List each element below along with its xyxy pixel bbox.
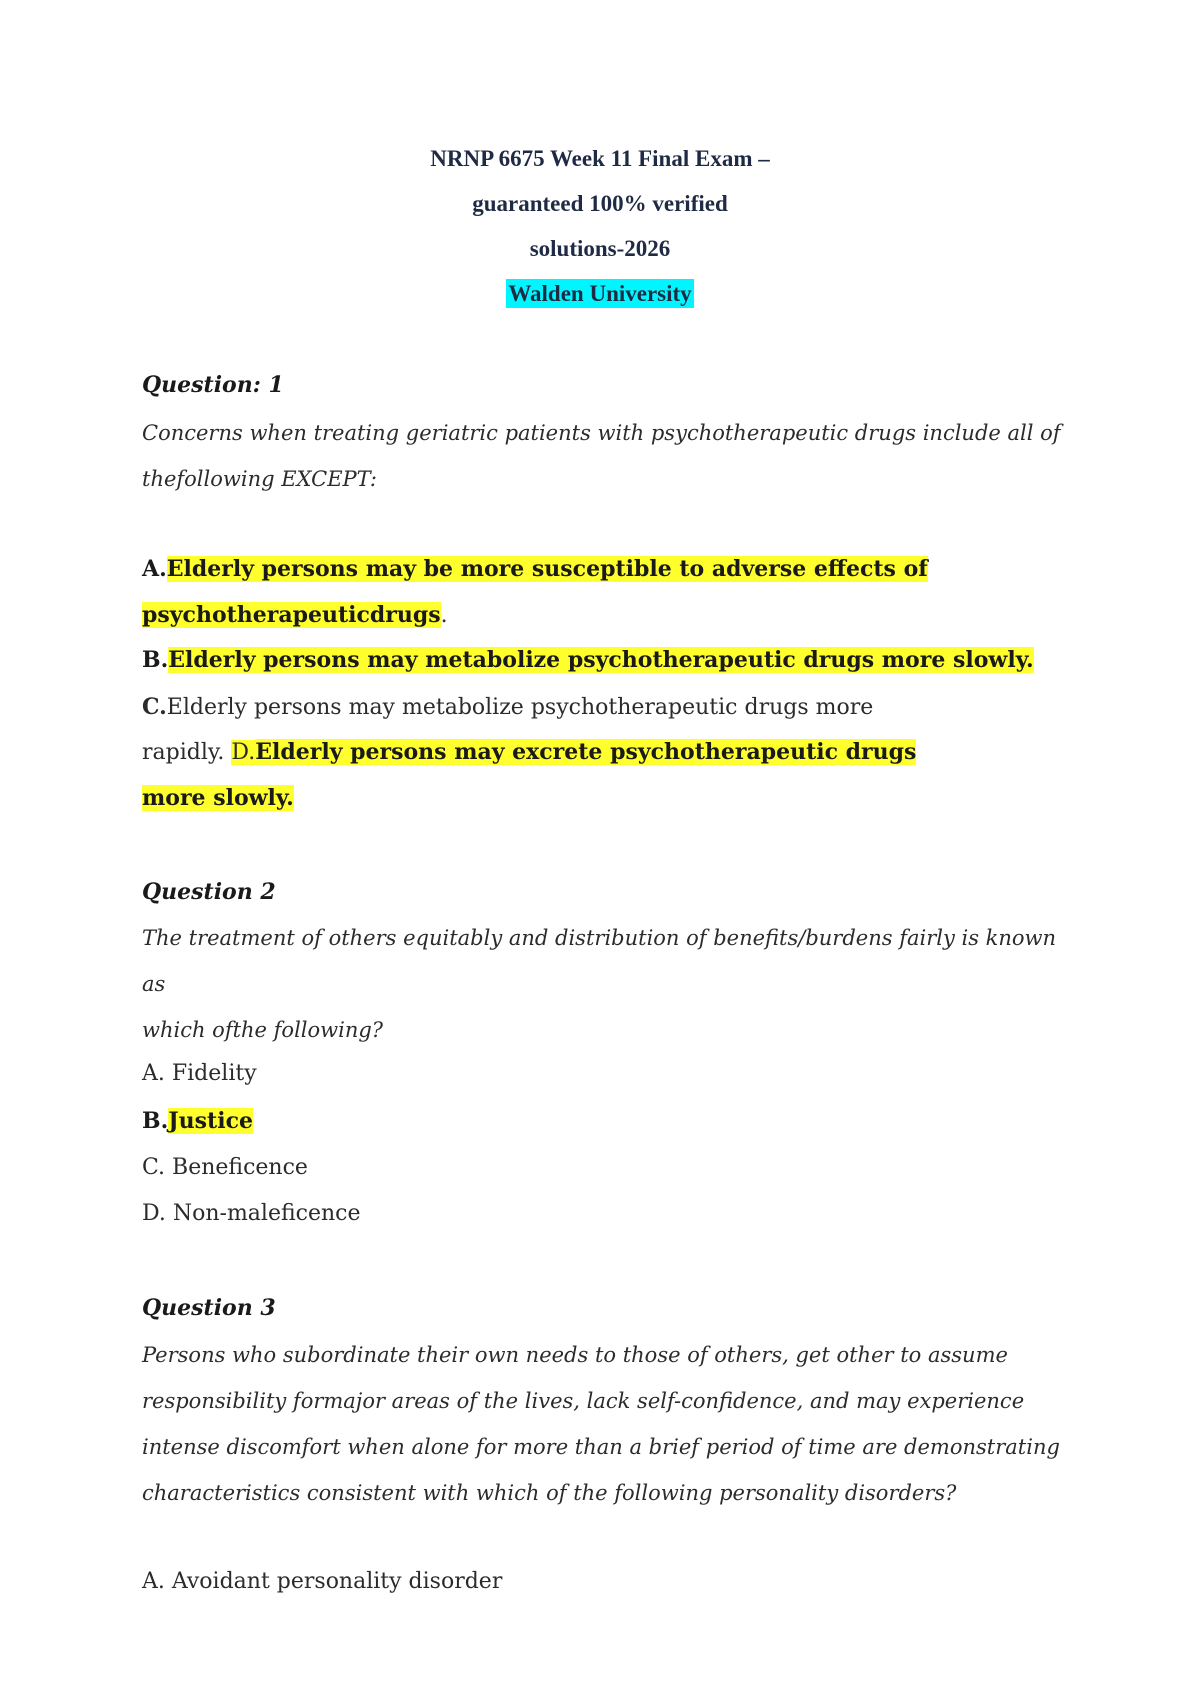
q1-option-b: B.Elderly persons may metabolize psychotherapeutic drugs more slowly. (142, 647, 1034, 673)
university-name: Walden University (508, 281, 692, 306)
q1-option-c: C.Elderly persons may metabolize psychotherapeutic drugs more (142, 694, 874, 720)
question-3-text: Persons who subordinate their own needs to those of others, get other to assume responsibility formajor areas of the lives, lack self-confidence, and may experience intense discomfort when alone for more than a brief period of time are demonstrating characteristics consistent with which of the following personality disorders? (142, 1343, 1060, 1505)
q1-option-d-cont: more slowly. (142, 785, 294, 811)
q1-option-a: A.Elderly persons may be more susceptible to adverse effects of (142, 556, 928, 582)
q2-option-a: A. Fidelity (142, 1061, 257, 1086)
q2-option-b: B.Justice (142, 1108, 253, 1134)
header-title-line3: solutions-2026 (529, 236, 671, 261)
q1-option-d: Elderly persons may excrete psychotherapeutic drugs (255, 739, 917, 765)
question-1-title: Question: 1 (142, 372, 284, 398)
header-title-line2: guaranteed 100% verified (472, 191, 728, 216)
q3-option-a: A. Avoidant personality disorder (142, 1569, 503, 1594)
question-2-text: The treatment of others equitably and distribution of benefits/burdens fairly is known as which ofthe following? (142, 926, 1057, 1042)
q2-option-d: D. Non-maleficence (142, 1201, 361, 1226)
q1-option-a-cont: psychotherapeuticdrugs. (142, 602, 448, 628)
question-1-text: Concerns when treating geriatric patients with psychotherapeutic drugs include all of thefollowing EXCEPT: (142, 421, 1061, 491)
q1-option-c-d: rapidly. D.Elderly persons may excrete psychotherapeutic drugs (142, 739, 917, 765)
header-title-line1: NRNP 6675 Week 11 Final Exam – (430, 146, 770, 171)
question-2-title: Question 2 (142, 879, 276, 905)
q2-option-c: C. Beneficence (142, 1155, 308, 1180)
question-3-title: Question 3 (142, 1295, 276, 1321)
